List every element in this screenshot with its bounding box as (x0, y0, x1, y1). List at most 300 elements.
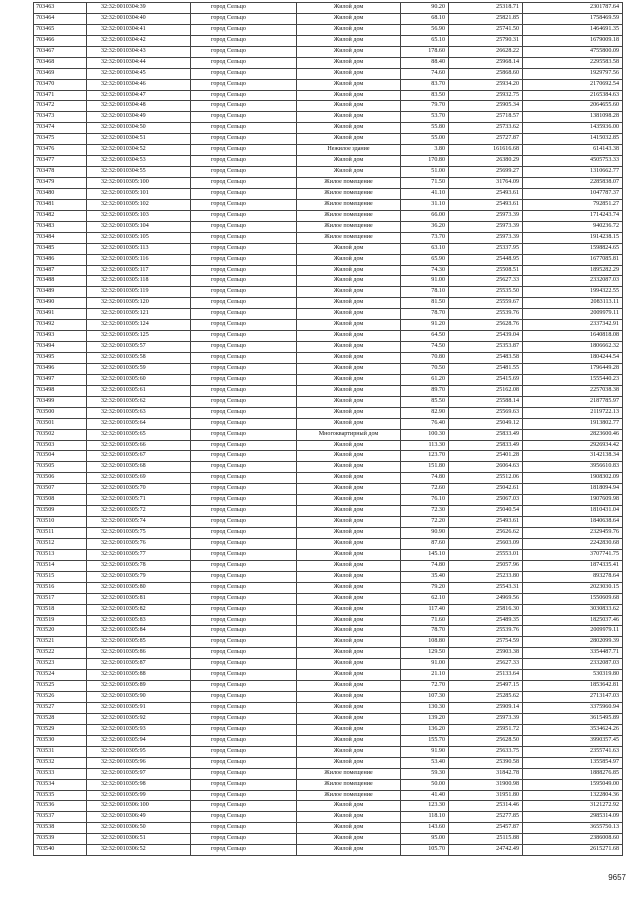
table-row (34, 648, 623, 659)
address-cell: город Сельцо (191, 3, 297, 14)
cadastral-value-cell: 2009979.11 (523, 309, 623, 320)
cadastral-value-cell: 1806662.32 (523, 342, 623, 353)
object-type-cell: Жилой дом (297, 517, 401, 528)
area-cell: 78.70 (401, 626, 449, 637)
row-id-cell: 703482 (34, 210, 87, 221)
area-cell: 74.50 (401, 342, 449, 353)
area-cell: 118.10 (401, 812, 449, 823)
cadastral-number-cell: 32:32:0010305:62 (87, 396, 191, 407)
cadastral-value-cell: 1804244.54 (523, 353, 623, 364)
object-type-cell: Жилое помещение (297, 768, 401, 779)
table-row (34, 713, 623, 724)
specific-value-cell: 25535.50 (449, 287, 523, 298)
specific-value-cell: 25539.76 (449, 626, 523, 637)
area-cell: 59.30 (401, 768, 449, 779)
specific-value-cell: 25553.01 (449, 549, 523, 560)
specific-value-cell: 25903.38 (449, 648, 523, 659)
area-cell: 90.90 (401, 528, 449, 539)
cadastral-number-cell: 32:32:0010306:52 (87, 845, 191, 856)
cadastral-value-cell: 2337342.91 (523, 320, 623, 331)
object-type-cell: Жилой дом (297, 473, 401, 484)
area-cell: 71.60 (401, 615, 449, 626)
table-row (34, 462, 623, 473)
table-row (34, 287, 623, 298)
cadastral-number-cell: 32:32:0010305:119 (87, 287, 191, 298)
address-cell: город Сельцо (191, 407, 297, 418)
table-row (34, 670, 623, 681)
area-cell: 71.50 (401, 178, 449, 189)
area-cell: 68.10 (401, 13, 449, 24)
area-cell: 65.90 (401, 254, 449, 265)
object-type-cell: Жилой дом (297, 703, 401, 714)
area-cell: 100.30 (401, 429, 449, 440)
cadastral-value-cell: 2329459.76 (523, 528, 623, 539)
address-cell: город Сельцо (191, 396, 297, 407)
cadastral-value-cell: 1888276.85 (523, 768, 623, 779)
area-cell: 88.40 (401, 57, 449, 68)
address-cell: город Сельцо (191, 626, 297, 637)
address-cell: город Сельцо (191, 90, 297, 101)
address-cell: город Сельцо (191, 604, 297, 615)
address-cell: город Сельцо (191, 254, 297, 265)
row-id-cell: 703514 (34, 560, 87, 571)
area-cell: 41.10 (401, 188, 449, 199)
cadastral-number-cell: 32:32:0010305:120 (87, 298, 191, 309)
address-cell: город Сельцо (191, 156, 297, 167)
row-id-cell: 703537 (34, 812, 87, 823)
object-type-cell: Жилой дом (297, 331, 401, 342)
table-row (34, 528, 623, 539)
cadastral-value-cell: 3990357.45 (523, 735, 623, 746)
row-id-cell: 703533 (34, 768, 87, 779)
row-id-cell: 703516 (34, 582, 87, 593)
row-id-cell: 703490 (34, 298, 87, 309)
address-cell: город Сельцо (191, 615, 297, 626)
specific-value-cell: 26064.63 (449, 462, 523, 473)
cadastral-value-cell: 1464691.35 (523, 24, 623, 35)
address-cell: город Сельцо (191, 46, 297, 57)
specific-value-cell: 25932.75 (449, 90, 523, 101)
table-row (34, 757, 623, 768)
row-id-cell: 703464 (34, 13, 87, 24)
cadastral-number-cell: 32:32:0010305:85 (87, 637, 191, 648)
object-type-cell: Жилой дом (297, 385, 401, 396)
address-cell: город Сельцо (191, 265, 297, 276)
cadastral-value-cell: 2257038.38 (523, 385, 623, 396)
area-cell: 91.00 (401, 276, 449, 287)
table-row (34, 210, 623, 221)
object-type-cell: Жилой дом (297, 254, 401, 265)
cadastral-number-cell: 32:32:0010305:71 (87, 495, 191, 506)
address-cell: город Сельцо (191, 418, 297, 429)
address-cell: город Сельцо (191, 845, 297, 856)
address-cell: город Сельцо (191, 167, 297, 178)
cadastral-number-cell: 32:32:0010305:92 (87, 713, 191, 724)
table-row (34, 484, 623, 495)
row-id-cell: 703487 (34, 265, 87, 276)
table-row (34, 834, 623, 845)
address-cell: город Сельцо (191, 287, 297, 298)
table-row (34, 517, 623, 528)
area-cell: 21.10 (401, 670, 449, 681)
specific-value-cell: 25833.49 (449, 429, 523, 440)
row-id-cell: 703526 (34, 692, 87, 703)
cadastral-number-cell: 32:32:0010305:57 (87, 342, 191, 353)
row-id-cell: 703538 (34, 823, 87, 834)
cadastral-number-cell: 32:32:0010305:101 (87, 188, 191, 199)
cadastral-number-cell: 32:32:0010305:95 (87, 746, 191, 757)
table-row (34, 276, 623, 287)
row-id-cell: 703520 (34, 626, 87, 637)
cadastral-value-cell: 1640818.08 (523, 331, 623, 342)
area-cell: 36.20 (401, 221, 449, 232)
cadastral-number-cell: 32:32:0010304:52 (87, 145, 191, 156)
row-id-cell: 703525 (34, 681, 87, 692)
object-type-cell: Жилой дом (297, 560, 401, 571)
cadastral-value-cell: 530319.80 (523, 670, 623, 681)
object-type-cell: Многоквартирный дом (297, 429, 401, 440)
specific-value-cell: 161616.68 (449, 145, 523, 156)
address-cell: город Сельцо (191, 528, 297, 539)
object-type-cell: Жилой дом (297, 363, 401, 374)
table-row (34, 451, 623, 462)
row-id-cell: 703466 (34, 35, 87, 46)
object-type-cell: Жилой дом (297, 528, 401, 539)
cadastral-value-cell: 3121272.92 (523, 801, 623, 812)
specific-value-cell: 31764.09 (449, 178, 523, 189)
cadastral-number-cell: 32:32:0010305:76 (87, 538, 191, 549)
table-row (34, 363, 623, 374)
specific-value-cell: 25390.58 (449, 757, 523, 768)
specific-value-cell: 25934.20 (449, 79, 523, 90)
specific-value-cell: 25833.49 (449, 440, 523, 451)
table-row (34, 385, 623, 396)
object-type-cell: Жилой дом (297, 407, 401, 418)
specific-value-cell: 25497.15 (449, 681, 523, 692)
cadastral-value-cell: 1435936.00 (523, 123, 623, 134)
cadastral-value-cell: 1818094.94 (523, 484, 623, 495)
row-id-cell: 703470 (34, 79, 87, 90)
specific-value-cell: 25285.62 (449, 692, 523, 703)
row-id-cell: 703508 (34, 495, 87, 506)
area-cell: 61.20 (401, 374, 449, 385)
cadastral-value-cell: 2713147.03 (523, 692, 623, 703)
area-cell: 55.80 (401, 123, 449, 134)
cadastral-number-cell: 32:32:0010305:124 (87, 320, 191, 331)
cadastral-number-cell: 32:32:0010304:45 (87, 68, 191, 79)
address-cell: город Сельцо (191, 506, 297, 517)
table-row (34, 68, 623, 79)
table-row (34, 90, 623, 101)
object-type-cell: Жилой дом (297, 615, 401, 626)
address-cell: город Сельцо (191, 495, 297, 506)
area-cell: 151.80 (401, 462, 449, 473)
cadastral-number-cell: 32:32:0010304:53 (87, 156, 191, 167)
cadastral-number-cell: 32:32:0010304:40 (87, 13, 191, 24)
object-type-cell: Жилой дом (297, 834, 401, 845)
object-type-cell: Жилой дом (297, 79, 401, 90)
row-id-cell: 703489 (34, 287, 87, 298)
address-cell: город Сельцо (191, 560, 297, 571)
address-cell: город Сельцо (191, 517, 297, 528)
table-row (34, 703, 623, 714)
object-type-cell: Жилой дом (297, 812, 401, 823)
cadastral-value-cell: 792851.27 (523, 199, 623, 210)
specific-value-cell: 25816.30 (449, 604, 523, 615)
specific-value-cell: 25633.75 (449, 746, 523, 757)
cadastral-value-cell: 2083113.11 (523, 298, 623, 309)
table-row (34, 626, 623, 637)
table-row (34, 538, 623, 549)
cadastral-number-cell: 32:32:0010305:81 (87, 593, 191, 604)
object-type-cell: Жилое помещение (297, 178, 401, 189)
address-cell: город Сельцо (191, 342, 297, 353)
object-type-cell: Жилой дом (297, 538, 401, 549)
cadastral-number-cell: 32:32:0010305:94 (87, 735, 191, 746)
row-id-cell: 703492 (34, 320, 87, 331)
table-row (34, 156, 623, 167)
row-id-cell: 703527 (34, 703, 87, 714)
object-type-cell: Жилой дом (297, 276, 401, 287)
object-type-cell: Нежилое здание (297, 145, 401, 156)
object-type-cell: Жилой дом (297, 746, 401, 757)
row-id-cell: 703522 (34, 648, 87, 659)
cadastral-value-table (33, 2, 623, 856)
cadastral-number-cell: 32:32:0010305:64 (87, 418, 191, 429)
specific-value-cell: 26380.29 (449, 156, 523, 167)
address-cell: город Сельцо (191, 549, 297, 560)
specific-value-cell: 25439.04 (449, 331, 523, 342)
specific-value-cell: 25559.67 (449, 298, 523, 309)
table-row (34, 724, 623, 735)
table-row (34, 637, 623, 648)
area-cell: 72.60 (401, 484, 449, 495)
cadastral-value-cell: 2386008.60 (523, 834, 623, 845)
cadastral-number-cell: 32:32:0010304:47 (87, 90, 191, 101)
address-cell: город Сельцо (191, 363, 297, 374)
specific-value-cell: 25628.50 (449, 735, 523, 746)
cadastral-number-cell: 32:32:0010305:86 (87, 648, 191, 659)
area-cell: 108.80 (401, 637, 449, 648)
address-cell: город Сельцо (191, 637, 297, 648)
cadastral-number-cell: 32:32:0010305:84 (87, 626, 191, 637)
table-row (34, 331, 623, 342)
cadastral-number-cell: 32:32:0010305:113 (87, 243, 191, 254)
row-id-cell: 703539 (34, 834, 87, 845)
specific-value-cell: 25543.31 (449, 582, 523, 593)
cadastral-number-cell: 32:32:0010305:78 (87, 560, 191, 571)
row-id-cell: 703471 (34, 90, 87, 101)
address-cell: город Сельцо (191, 385, 297, 396)
area-cell: 74.80 (401, 473, 449, 484)
row-id-cell: 703528 (34, 713, 87, 724)
specific-value-cell: 25493.61 (449, 517, 523, 528)
table-row (34, 374, 623, 385)
cadastral-number-cell: 32:32:0010305:102 (87, 199, 191, 210)
area-cell: 63.10 (401, 243, 449, 254)
address-cell: город Сельцо (191, 309, 297, 320)
object-type-cell: Жилое помещение (297, 199, 401, 210)
table-row (34, 221, 623, 232)
object-type-cell: Жилой дом (297, 440, 401, 451)
cadastral-number-cell: 32:32:0010305:80 (87, 582, 191, 593)
object-type-cell: Жилой дом (297, 462, 401, 473)
cadastral-number-cell: 32:32:0010305:61 (87, 385, 191, 396)
object-type-cell: Жилой дом (297, 123, 401, 134)
area-cell: 145.10 (401, 549, 449, 560)
cadastral-number-cell: 32:32:0010305:93 (87, 724, 191, 735)
cadastral-value-cell: 1914238.15 (523, 232, 623, 243)
table-row (34, 46, 623, 57)
row-id-cell: 703505 (34, 462, 87, 473)
table-row (34, 57, 623, 68)
object-type-cell: Жилой дом (297, 506, 401, 517)
cadastral-value-cell: 2242830.68 (523, 538, 623, 549)
cadastral-number-cell: 32:32:0010305:98 (87, 779, 191, 790)
table-row (34, 746, 623, 757)
object-type-cell: Жилой дом (297, 101, 401, 112)
address-cell: город Сельцо (191, 768, 297, 779)
area-cell: 78.10 (401, 287, 449, 298)
area-cell: 79.70 (401, 101, 449, 112)
object-type-cell: Жилой дом (297, 670, 401, 681)
address-cell: город Сельцо (191, 670, 297, 681)
cadastral-number-cell: 32:32:0010305:117 (87, 265, 191, 276)
table-row (34, 495, 623, 506)
area-cell: 83.50 (401, 90, 449, 101)
cadastral-number-cell: 32:32:0010305:60 (87, 374, 191, 385)
table-row (34, 582, 623, 593)
address-cell: город Сельцо (191, 210, 297, 221)
cadastral-number-cell: 32:32:0010304:44 (87, 57, 191, 68)
object-type-cell: Жилой дом (297, 309, 401, 320)
area-cell: 55.00 (401, 134, 449, 145)
cadastral-number-cell: 32:32:0010305:100 (87, 178, 191, 189)
table-row (34, 24, 623, 35)
area-cell: 76.40 (401, 418, 449, 429)
table-row (34, 593, 623, 604)
address-cell: город Сельцо (191, 462, 297, 473)
area-cell: 64.50 (401, 331, 449, 342)
page-number: 9657 (608, 873, 626, 882)
address-cell: город Сельцо (191, 429, 297, 440)
object-type-cell: Жилой дом (297, 757, 401, 768)
table-row (34, 178, 623, 189)
table-row (34, 232, 623, 243)
object-type-cell: Жилой дом (297, 167, 401, 178)
specific-value-cell: 25973.39 (449, 210, 523, 221)
row-id-cell: 703493 (34, 331, 87, 342)
cadastral-number-cell: 32:32:0010305:63 (87, 407, 191, 418)
object-type-cell: Жилой дом (297, 692, 401, 703)
object-type-cell: Жилой дом (297, 134, 401, 145)
cadastral-value-cell: 1598824.65 (523, 243, 623, 254)
cadastral-value-cell: 940236.72 (523, 221, 623, 232)
area-cell: 87.60 (401, 538, 449, 549)
specific-value-cell: 25049.12 (449, 418, 523, 429)
specific-value-cell: 25277.85 (449, 812, 523, 823)
address-cell: город Сельцо (191, 353, 297, 364)
area-cell: 113.30 (401, 440, 449, 451)
cadastral-number-cell: 32:32:0010305:67 (87, 451, 191, 462)
area-cell: 91.90 (401, 746, 449, 757)
cadastral-value-cell: 1810431.04 (523, 506, 623, 517)
address-cell: город Сельцо (191, 681, 297, 692)
row-id-cell: 703513 (34, 549, 87, 560)
specific-value-cell: 25539.76 (449, 309, 523, 320)
row-id-cell: 703502 (34, 429, 87, 440)
cadastral-value-cell: 1929797.56 (523, 68, 623, 79)
area-cell: 83.70 (401, 79, 449, 90)
table-row (34, 123, 623, 134)
cadastral-value-cell: 2332087.03 (523, 659, 623, 670)
area-cell: 62.10 (401, 593, 449, 604)
specific-value-cell: 25754.59 (449, 637, 523, 648)
cadastral-value-cell: 1679009.18 (523, 35, 623, 46)
row-id-cell: 703507 (34, 484, 87, 495)
row-id-cell: 703534 (34, 779, 87, 790)
table-row (34, 353, 623, 364)
table-row (34, 167, 623, 178)
cadastral-number-cell: 32:32:0010305:70 (87, 484, 191, 495)
specific-value-cell: 25727.87 (449, 134, 523, 145)
specific-value-cell: 25569.63 (449, 407, 523, 418)
address-cell: город Сельцо (191, 484, 297, 495)
cadastral-number-cell: 32:32:0010305:121 (87, 309, 191, 320)
table-row (34, 779, 623, 790)
area-cell: 72.20 (401, 517, 449, 528)
cadastral-value-cell: 2301787.64 (523, 3, 623, 14)
object-type-cell: Жилой дом (297, 24, 401, 35)
specific-value-cell: 25489.35 (449, 615, 523, 626)
table-row (34, 735, 623, 746)
table-row (34, 407, 623, 418)
cadastral-value-cell: 1415032.85 (523, 134, 623, 145)
area-cell: 143.60 (401, 823, 449, 834)
cadastral-number-cell: 32:32:0010305:75 (87, 528, 191, 539)
address-cell: город Сельцо (191, 582, 297, 593)
cadastral-number-cell: 32:32:0010306:100 (87, 801, 191, 812)
area-cell: 81.50 (401, 298, 449, 309)
object-type-cell: Жилой дом (297, 13, 401, 24)
address-cell: город Сельцо (191, 232, 297, 243)
specific-value-cell: 25233.80 (449, 571, 523, 582)
specific-value-cell: 25905.34 (449, 101, 523, 112)
area-cell: 66.00 (401, 210, 449, 221)
area-cell: 139.20 (401, 713, 449, 724)
table-row (34, 801, 623, 812)
cadastral-number-cell: 32:32:0010306:51 (87, 834, 191, 845)
object-type-cell: Жилой дом (297, 265, 401, 276)
cadastral-number-cell: 32:32:0010305:88 (87, 670, 191, 681)
address-cell: город Сельцо (191, 801, 297, 812)
specific-value-cell: 25040.54 (449, 506, 523, 517)
row-id-cell: 703495 (34, 353, 87, 364)
address-cell: город Сельцо (191, 24, 297, 35)
row-id-cell: 703474 (34, 123, 87, 134)
cadastral-number-cell: 32:32:0010305:97 (87, 768, 191, 779)
cadastral-number-cell: 32:32:0010305:125 (87, 331, 191, 342)
row-id-cell: 703524 (34, 670, 87, 681)
object-type-cell: Жилой дом (297, 298, 401, 309)
object-type-cell: Жилой дом (297, 353, 401, 364)
row-id-cell: 703531 (34, 746, 87, 757)
object-type-cell: Жилой дом (297, 287, 401, 298)
object-type-cell: Жилой дом (297, 396, 401, 407)
cadastral-number-cell: 32:32:0010304:48 (87, 101, 191, 112)
cadastral-value-cell: 1840638.64 (523, 517, 623, 528)
cadastral-value-cell: 1796449.28 (523, 363, 623, 374)
